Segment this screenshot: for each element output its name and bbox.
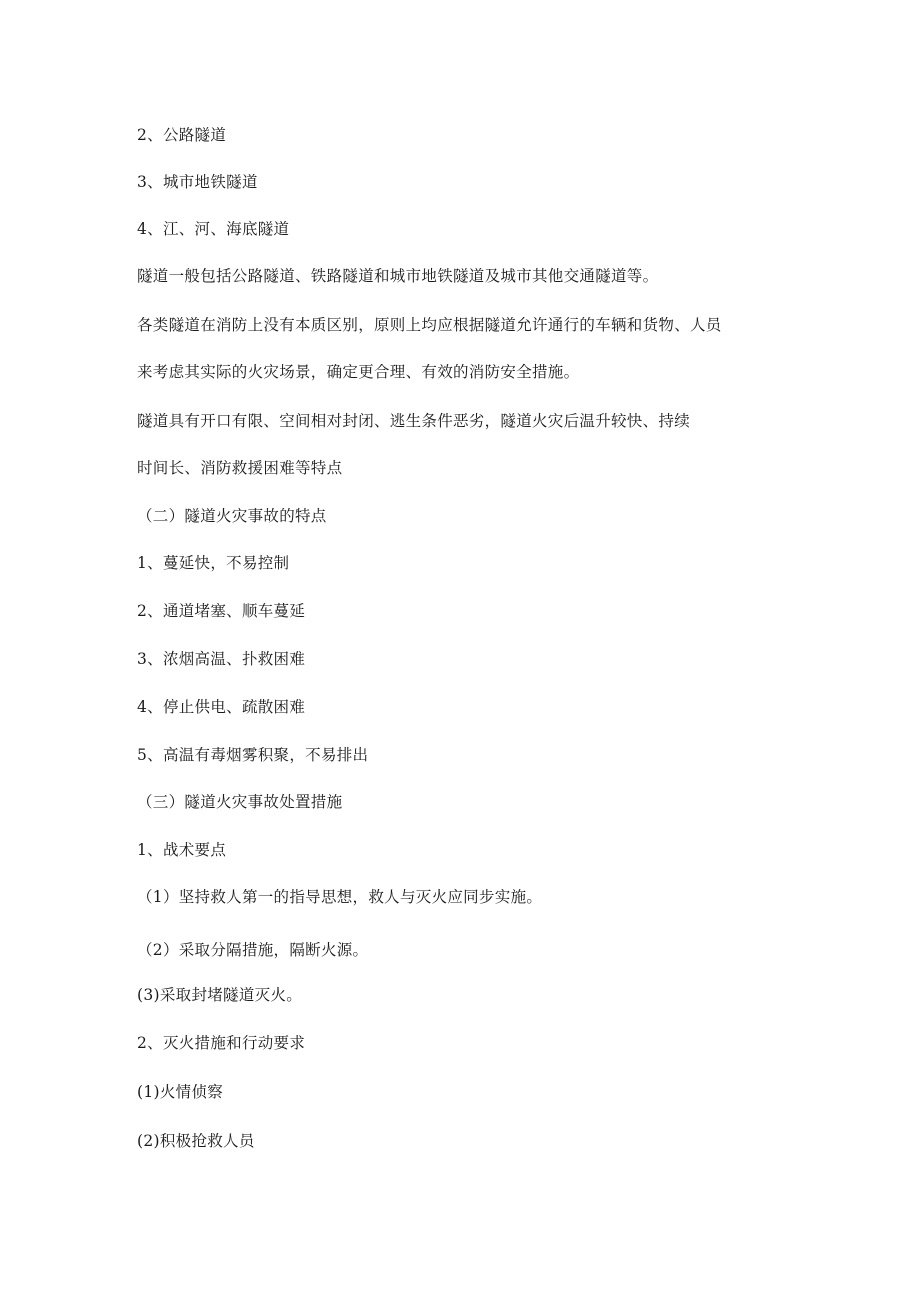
text-line: 隧道具有开口有限、空间相对封闭、逃生条件恶劣，隧道火灾后温升较快、持续: [137, 412, 691, 430]
list-item: (1)火情侦察: [137, 1083, 224, 1101]
list-item: 5、高温有毒烟雾积聚，不易排出: [137, 746, 369, 764]
text-line: 各类隧道在消防上没有本质区别，原则上均应根据隧道允许通行的车辆和货物、人员: [137, 316, 722, 334]
text-line: 4、江、河、海底隧道: [137, 220, 290, 238]
section-heading: （二）隧道火灾事故的特点: [137, 507, 327, 525]
list-item: 2、通道堵塞、顺车蔓延: [137, 602, 306, 620]
list-item: （2）采取分隔措施，隔断火源。: [137, 941, 369, 959]
list-item: (3)采取封堵隧道灭火。: [137, 986, 303, 1004]
section-heading: （三）隧道火灾事故处置措施: [137, 793, 343, 811]
text-line: 来考虑其实际的火灾场景，确定更合理、有效的消防安全措施。: [137, 363, 580, 381]
text-line: 3、城市地铁隧道: [137, 173, 258, 191]
list-item: 2、灭火措施和行动要求: [137, 1034, 306, 1052]
list-item: 4、停止供电、疏散困难: [137, 698, 306, 716]
list-item: 3、浓烟高温、扑救困难: [137, 650, 306, 668]
list-item: (2)积极抢救人员: [137, 1132, 255, 1150]
text-line: 2、公路隧道: [137, 126, 227, 144]
list-item: 1、蔓延快，不易控制: [137, 554, 290, 572]
text-line: 时间长、消防救援困难等特点: [137, 459, 343, 477]
list-item: 1、战术要点: [137, 841, 227, 859]
list-item: （1）坚持救人第一的指导思想，救人与灭火应同步实施。: [137, 888, 543, 906]
text-line: 隧道一般包括公路隧道、铁路隧道和城市地铁隧道及城市其他交通隧道等。: [137, 267, 659, 285]
